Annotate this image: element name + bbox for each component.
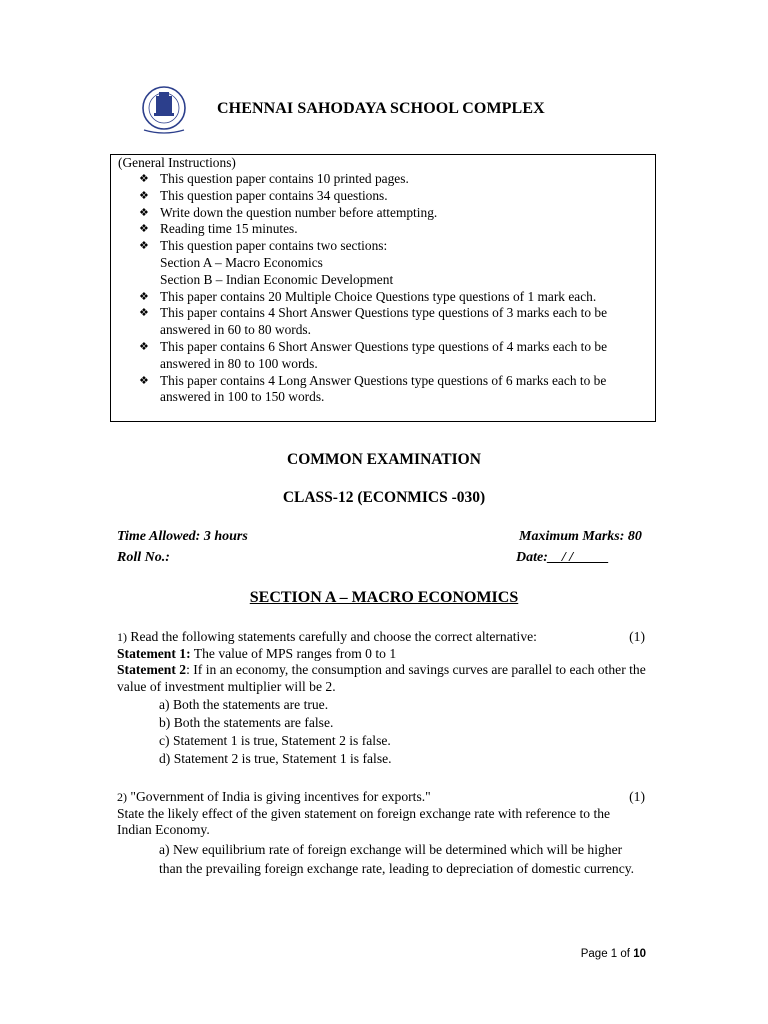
question-2-stem [117,789,647,806]
time-allowed: Time Allowed: 3 hours [117,529,248,544]
option-b: b) Both the statements are false. [159,715,334,730]
diamond-bullet-icon: ❖ [139,206,149,219]
list-item: ❖ Write down the question number before attempting. [139,204,438,220]
option-d: d) Statement 2 is true, Statement 1 is false. [159,751,392,766]
instructions-list [111,171,655,406]
statement-2: Statement 2: If in an economy, the consumption and savings curves are parallel to each other the value of investment multiplier will be 2. [117,662,646,694]
statement-1: Statement 1: The value of MPS ranges from 0 to 1 [117,645,397,661]
section-b-note: Section B – Indian Economic Development [160,271,394,287]
section-a-title: SECTION A – MACRO ECONOMICS [249,589,519,606]
diamond-bullet-icon: ❖ [139,223,149,236]
option-a: a) New equilibrium rate of foreign exchange will be determined which will be higher than the prevailing foreign exchange rate, leading to depreciation of domestic currency. [159,841,635,876]
list-item: ❖ Reading time 15 minutes. [139,221,298,237]
question-number: 2) [117,790,127,804]
list-item: ❖ This paper contains 4 Long Answer Questions type questions of 6 marks each to be answered in 100 to 150 words. [139,372,607,405]
section-a-note: Section A – Macro Economics [160,254,323,270]
school-crest-icon [138,84,190,136]
list-item: ❖ This question paper contains two sections: Section A – Macro Economics Section B – Indian Economic Development [111,238,655,288]
school-name: CHENNAI SAHODAYA SCHOOL COMPLEX [217,100,545,117]
question-marks: (1) [629,629,645,644]
diamond-bullet-icon: ❖ [139,340,149,353]
question-text: Read the following statements carefully and choose the correct alternative: [130,629,537,644]
list-item: ❖ This paper contains 6 Short Answer Questions type questions of 4 marks each to be answered in 80 to 100 words. [139,338,608,371]
class-subject-line: CLASS-12 (ECONMICS -030) [282,489,486,506]
question-number: 1) [117,630,127,644]
diamond-bullet-icon: ❖ [139,173,149,185]
question-1-stem [117,629,647,646]
diamond-bullet-icon: ❖ [139,290,149,303]
diamond-bullet-icon: ❖ [139,307,149,320]
date-label: Date: [516,550,548,565]
roll-number-label: Roll No.: [117,550,170,565]
date-field [516,550,608,566]
maximum-marks: Maximum Marks: 80 [519,529,642,544]
question-1 [117,629,647,768]
question-text: "Government of India is giving incentives for exports." [130,789,431,804]
option-c: c) Statement 1 is true, Statement 2 is false. [159,733,391,748]
date-blank: __/ /_____ [547,550,609,565]
page-number-footer: Page 1 of 10 [580,948,646,960]
diamond-bullet-icon: ❖ [139,374,149,387]
question-1-options [117,696,647,768]
instructions-heading: (General Instructions) [118,155,236,170]
list-item: ❖ This question paper contains 10 printed pages. [139,171,409,186]
question-marks: (1) [629,789,645,804]
diamond-bullet-icon: ❖ [139,240,149,253]
list-item: ❖ This question paper contains 34 questions. [139,187,388,203]
question-2-body: State the likely effect of the given statement on foreign exchange rate with reference to the Indian Economy. [117,805,611,837]
question-2 [117,789,647,878]
exam-title: COMMON EXAMINATION [287,451,481,468]
list-item: ❖ This paper contains 20 Multiple Choice Questions type questions of 1 mark each. [139,288,597,304]
general-instructions-box [110,154,656,422]
option-a: a) Both the statements are true. [159,697,329,712]
list-item: ❖ This paper contains 4 Short Answer Questions type questions of 3 marks each to be answered in 60 to 80 words. [139,305,608,338]
diamond-bullet-icon: ❖ [139,189,149,202]
